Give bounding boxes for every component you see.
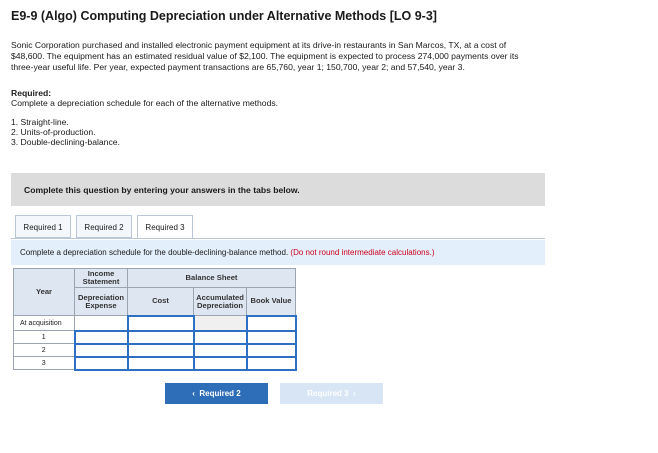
accumulated-depreciation-input[interactable] [194, 344, 247, 357]
col-header-cost: Cost [128, 288, 194, 316]
book-value-input[interactable] [247, 316, 296, 331]
chevron-right-icon: › [353, 389, 356, 398]
year-cell: 3 [14, 357, 75, 370]
previous-button[interactable] [165, 383, 268, 404]
table-row [14, 316, 296, 331]
cost-input[interactable] [128, 357, 194, 370]
depreciation-expense-input[interactable] [75, 316, 128, 331]
col-header-year: Year [14, 269, 75, 316]
table-row [14, 331, 296, 344]
problem-description [11, 40, 611, 73]
cost-input[interactable] [128, 344, 194, 357]
cost-input[interactable] [128, 331, 194, 344]
accumulated-depreciation-input[interactable] [194, 357, 247, 370]
problem-line: Sonic Corporation purchased and installed electronic payment equipment at its drive-in restaurants in San Marcos, TX, at a cost of [11, 40, 507, 50]
page-title: E9-9 (Algo) Computing Depreciation under Alternative Methods [LO 9-3] [11, 9, 437, 23]
depreciation-expense-input[interactable] [75, 331, 128, 344]
problem-line: three-year useful life. Per year, expected payment transactions are 65,760, year 1; 150,700, year 2; and 57,540, year 3. [11, 62, 465, 72]
tab-required-3[interactable]: Required 3 [137, 215, 193, 239]
tab-panel-divider [11, 238, 545, 239]
cost-input[interactable] [128, 316, 194, 331]
depreciation-schedule-table [13, 268, 297, 371]
year-cell: 2 [14, 344, 75, 357]
col-header-depreciation-expense: Depreciation Expense [75, 288, 128, 316]
tab-required-1[interactable]: Required 1 [15, 215, 71, 238]
schedule-instruction-bar [11, 240, 545, 265]
depreciation-expense-input[interactable] [75, 344, 128, 357]
method-item: 1. Straight-line. [11, 117, 69, 127]
method-item: 3. Double-declining-balance. [11, 137, 120, 147]
instruction-text: Complete this question by entering your answers in the tabs below. [24, 185, 300, 195]
previous-button-label: Required 2 [199, 389, 241, 398]
year-cell: At acquisition [14, 316, 75, 331]
instruction-banner [11, 173, 545, 206]
schedule-instruction: Complete a depreciation schedule for the double-declining-balance method. [20, 248, 289, 257]
table-row [14, 357, 296, 370]
next-button-label: Required 3 [307, 389, 349, 398]
method-item: 2. Units-of-production. [11, 127, 96, 137]
table-row [14, 344, 296, 357]
book-value-input[interactable] [247, 331, 296, 344]
group-header-balance-sheet: Balance Sheet [128, 269, 296, 288]
problem-line: $48,600. The equipment has an estimated residual value of $2,100. The equipment is expected to process 274,000 payments over its [11, 51, 519, 61]
accumulated-depreciation-input[interactable] [194, 331, 247, 344]
year-cell: 1 [14, 331, 75, 344]
required-heading: Required: [11, 88, 52, 98]
next-button [280, 383, 383, 404]
schedule-note: (Do not round intermediate calculations.) [290, 248, 435, 257]
book-value-input[interactable] [247, 357, 296, 370]
book-value-input[interactable] [247, 344, 296, 357]
chevron-left-icon: ‹ [192, 389, 195, 398]
depreciation-expense-input[interactable] [75, 357, 128, 370]
tab-required-2[interactable]: Required 2 [76, 215, 132, 238]
col-header-accumulated-depreciation: Accumulated Depreciation [194, 288, 247, 316]
required-text: Complete a depreciation schedule for each of the alternative methods. [11, 98, 279, 108]
group-header-income-statement: Income Statement [75, 269, 128, 288]
accumulated-depreciation-input[interactable] [194, 316, 247, 331]
col-header-book-value: Book Value [247, 288, 296, 316]
